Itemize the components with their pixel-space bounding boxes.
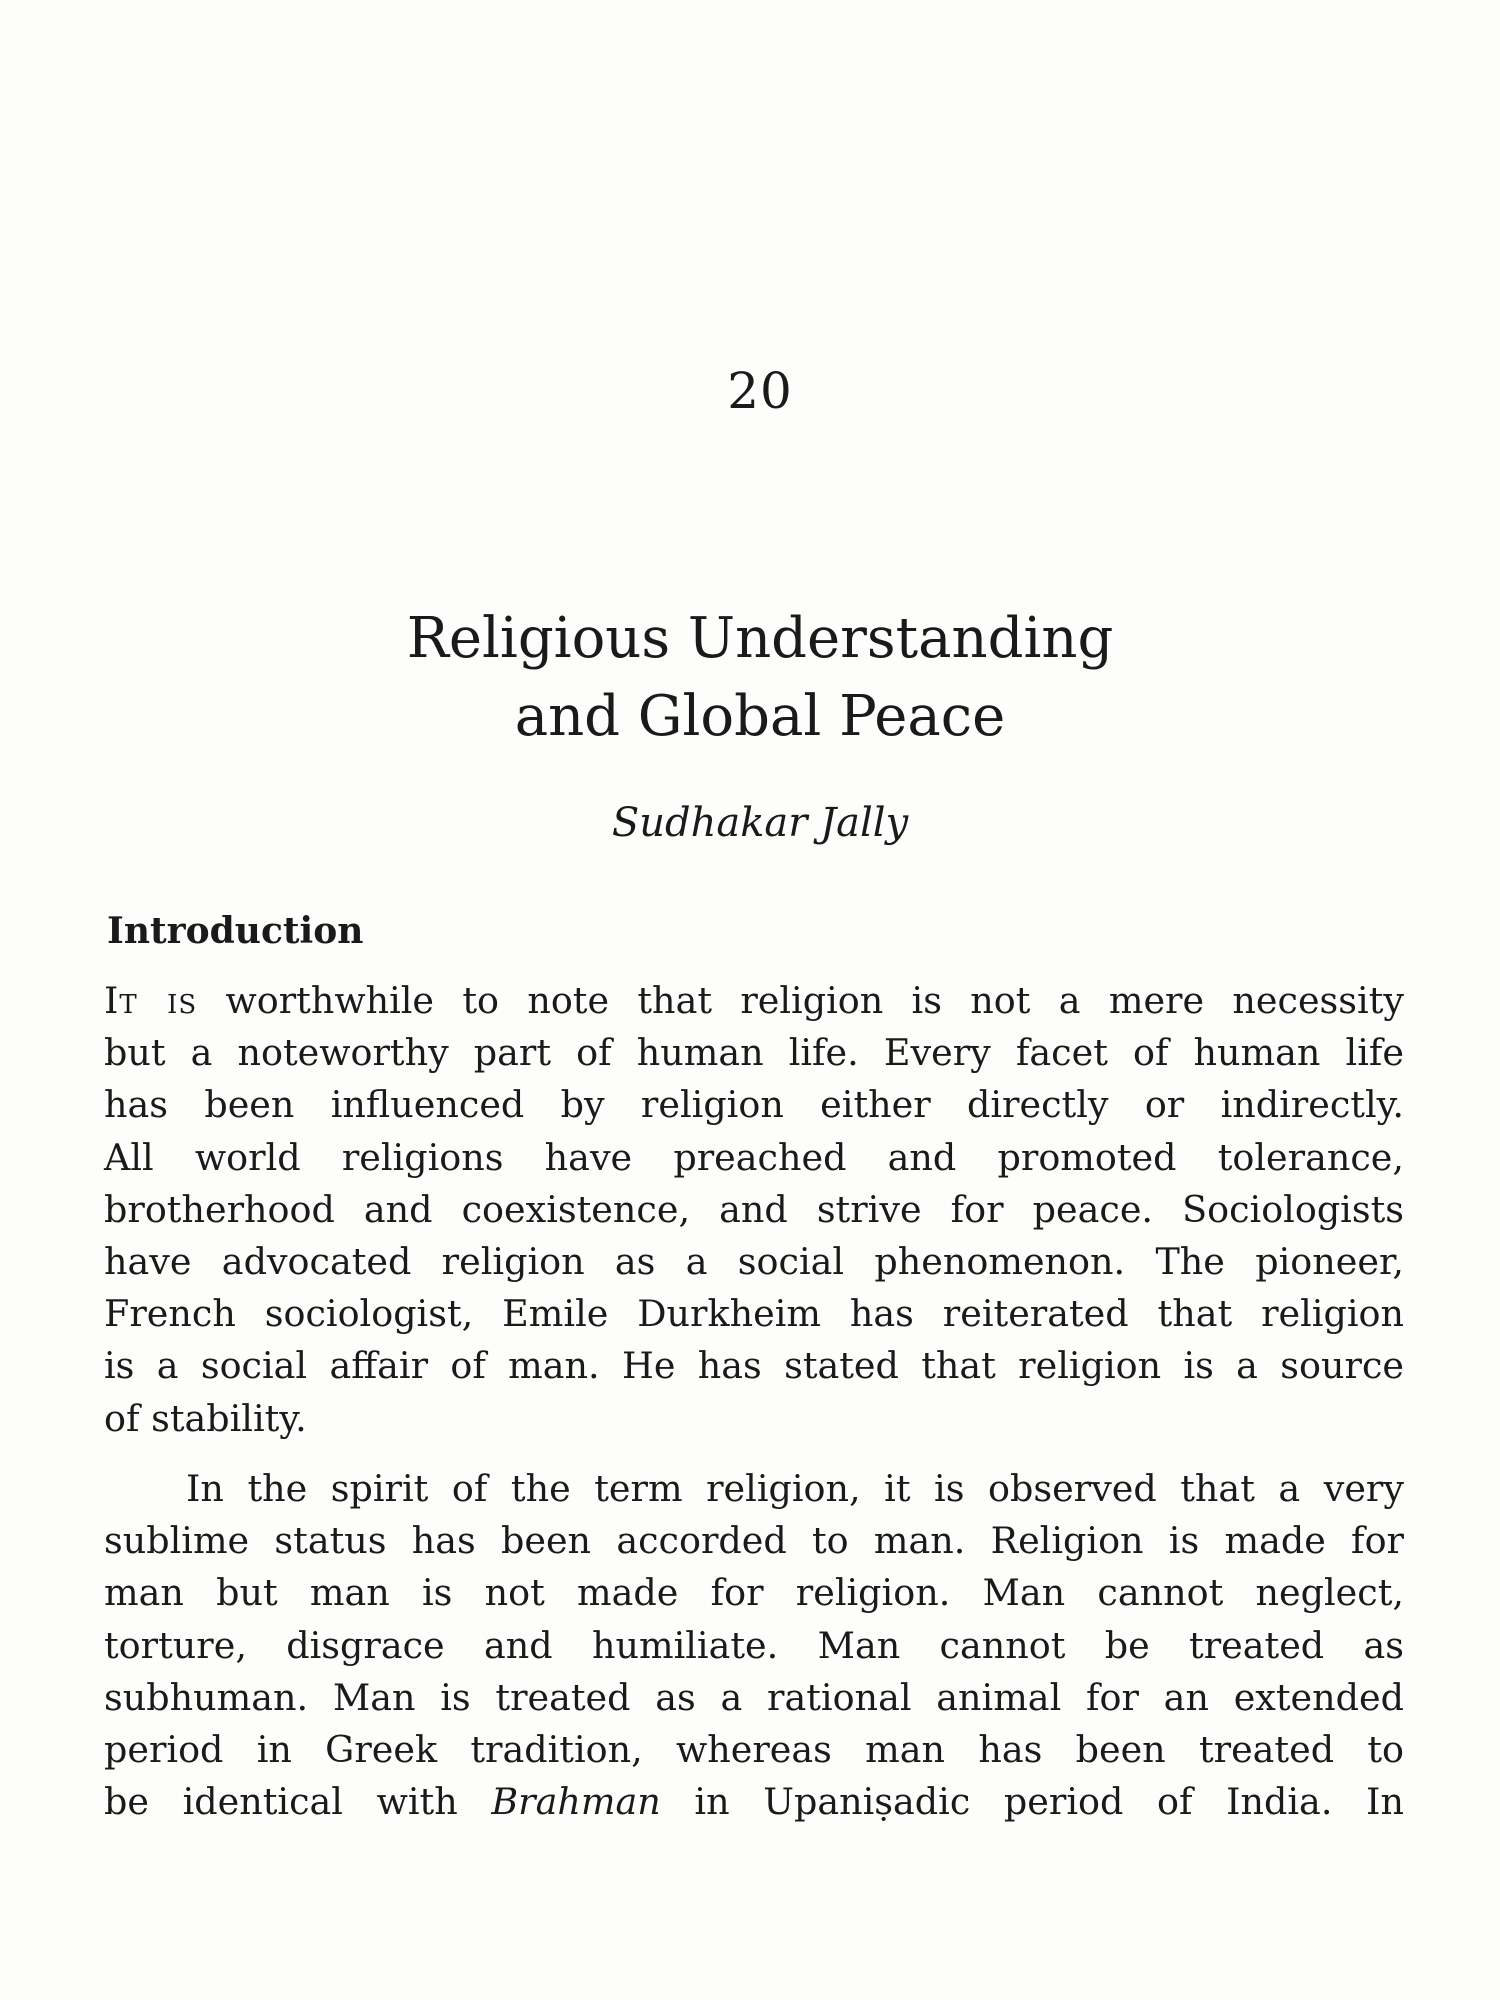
paragraph-line: man but man is not made for religion. Man cannot neglect, (104, 1571, 1404, 1615)
small-caps-opening: It is (104, 979, 198, 1022)
paragraph-line: subhuman. Man is treated as a rational animal for an extended (104, 1675, 1404, 1719)
paragraph-line: brotherhood and coexistence, and strive for peace. Sociologists (104, 1187, 1404, 1231)
author-name: Sudhakar Jally (611, 800, 909, 846)
chapter-title (0, 600, 1500, 756)
paragraph-line: French sociologist, Emile Durkheim has reiterated that religion (104, 1292, 1404, 1336)
paragraph-line: sublime status has been accorded to man. Religion is made for (104, 1519, 1404, 1563)
paragraph-line: has been influenced by religion either directly or indirectly. (104, 1083, 1404, 1127)
paragraph-line: All world religions have preached and promoted tolerance, (104, 1135, 1404, 1179)
paragraph-line: be identical with Brahman in Upaniṣadic period of India. In (104, 1780, 1404, 1824)
paragraph-line: In the spirit of the term religion, it is observed that a very (186, 1467, 1404, 1510)
paragraph-1 (104, 975, 1404, 1445)
paragraph-line: torture, disgrace and humiliate. Man cannot be treated as (104, 1623, 1404, 1667)
paragraph-line: but a noteworthy part of human life. Every facet of human life (104, 1031, 1404, 1075)
chapter-number: 20 (727, 362, 793, 420)
paragraph-line: is a social affair of man. He has stated that religion is a source (104, 1344, 1404, 1388)
paragraph-line: of stability. (104, 1396, 307, 1440)
italic-term: Brahman (491, 1780, 661, 1824)
paragraph-2 (104, 1463, 1404, 1828)
paragraph-line: It is worthwhile to note that religion is not a mere necessity (104, 979, 1404, 1022)
section-heading: Introduction (107, 910, 364, 952)
chapter-title-line-1: Religious Understanding (406, 606, 1114, 671)
paragraph-line: have advocated religion as a social phenomenon. The pioneer, (104, 1239, 1404, 1283)
chapter-title-line-2: and Global Peace (514, 684, 1006, 749)
paragraph-line: period in Greek tradition, whereas man has been treated to (104, 1727, 1404, 1771)
